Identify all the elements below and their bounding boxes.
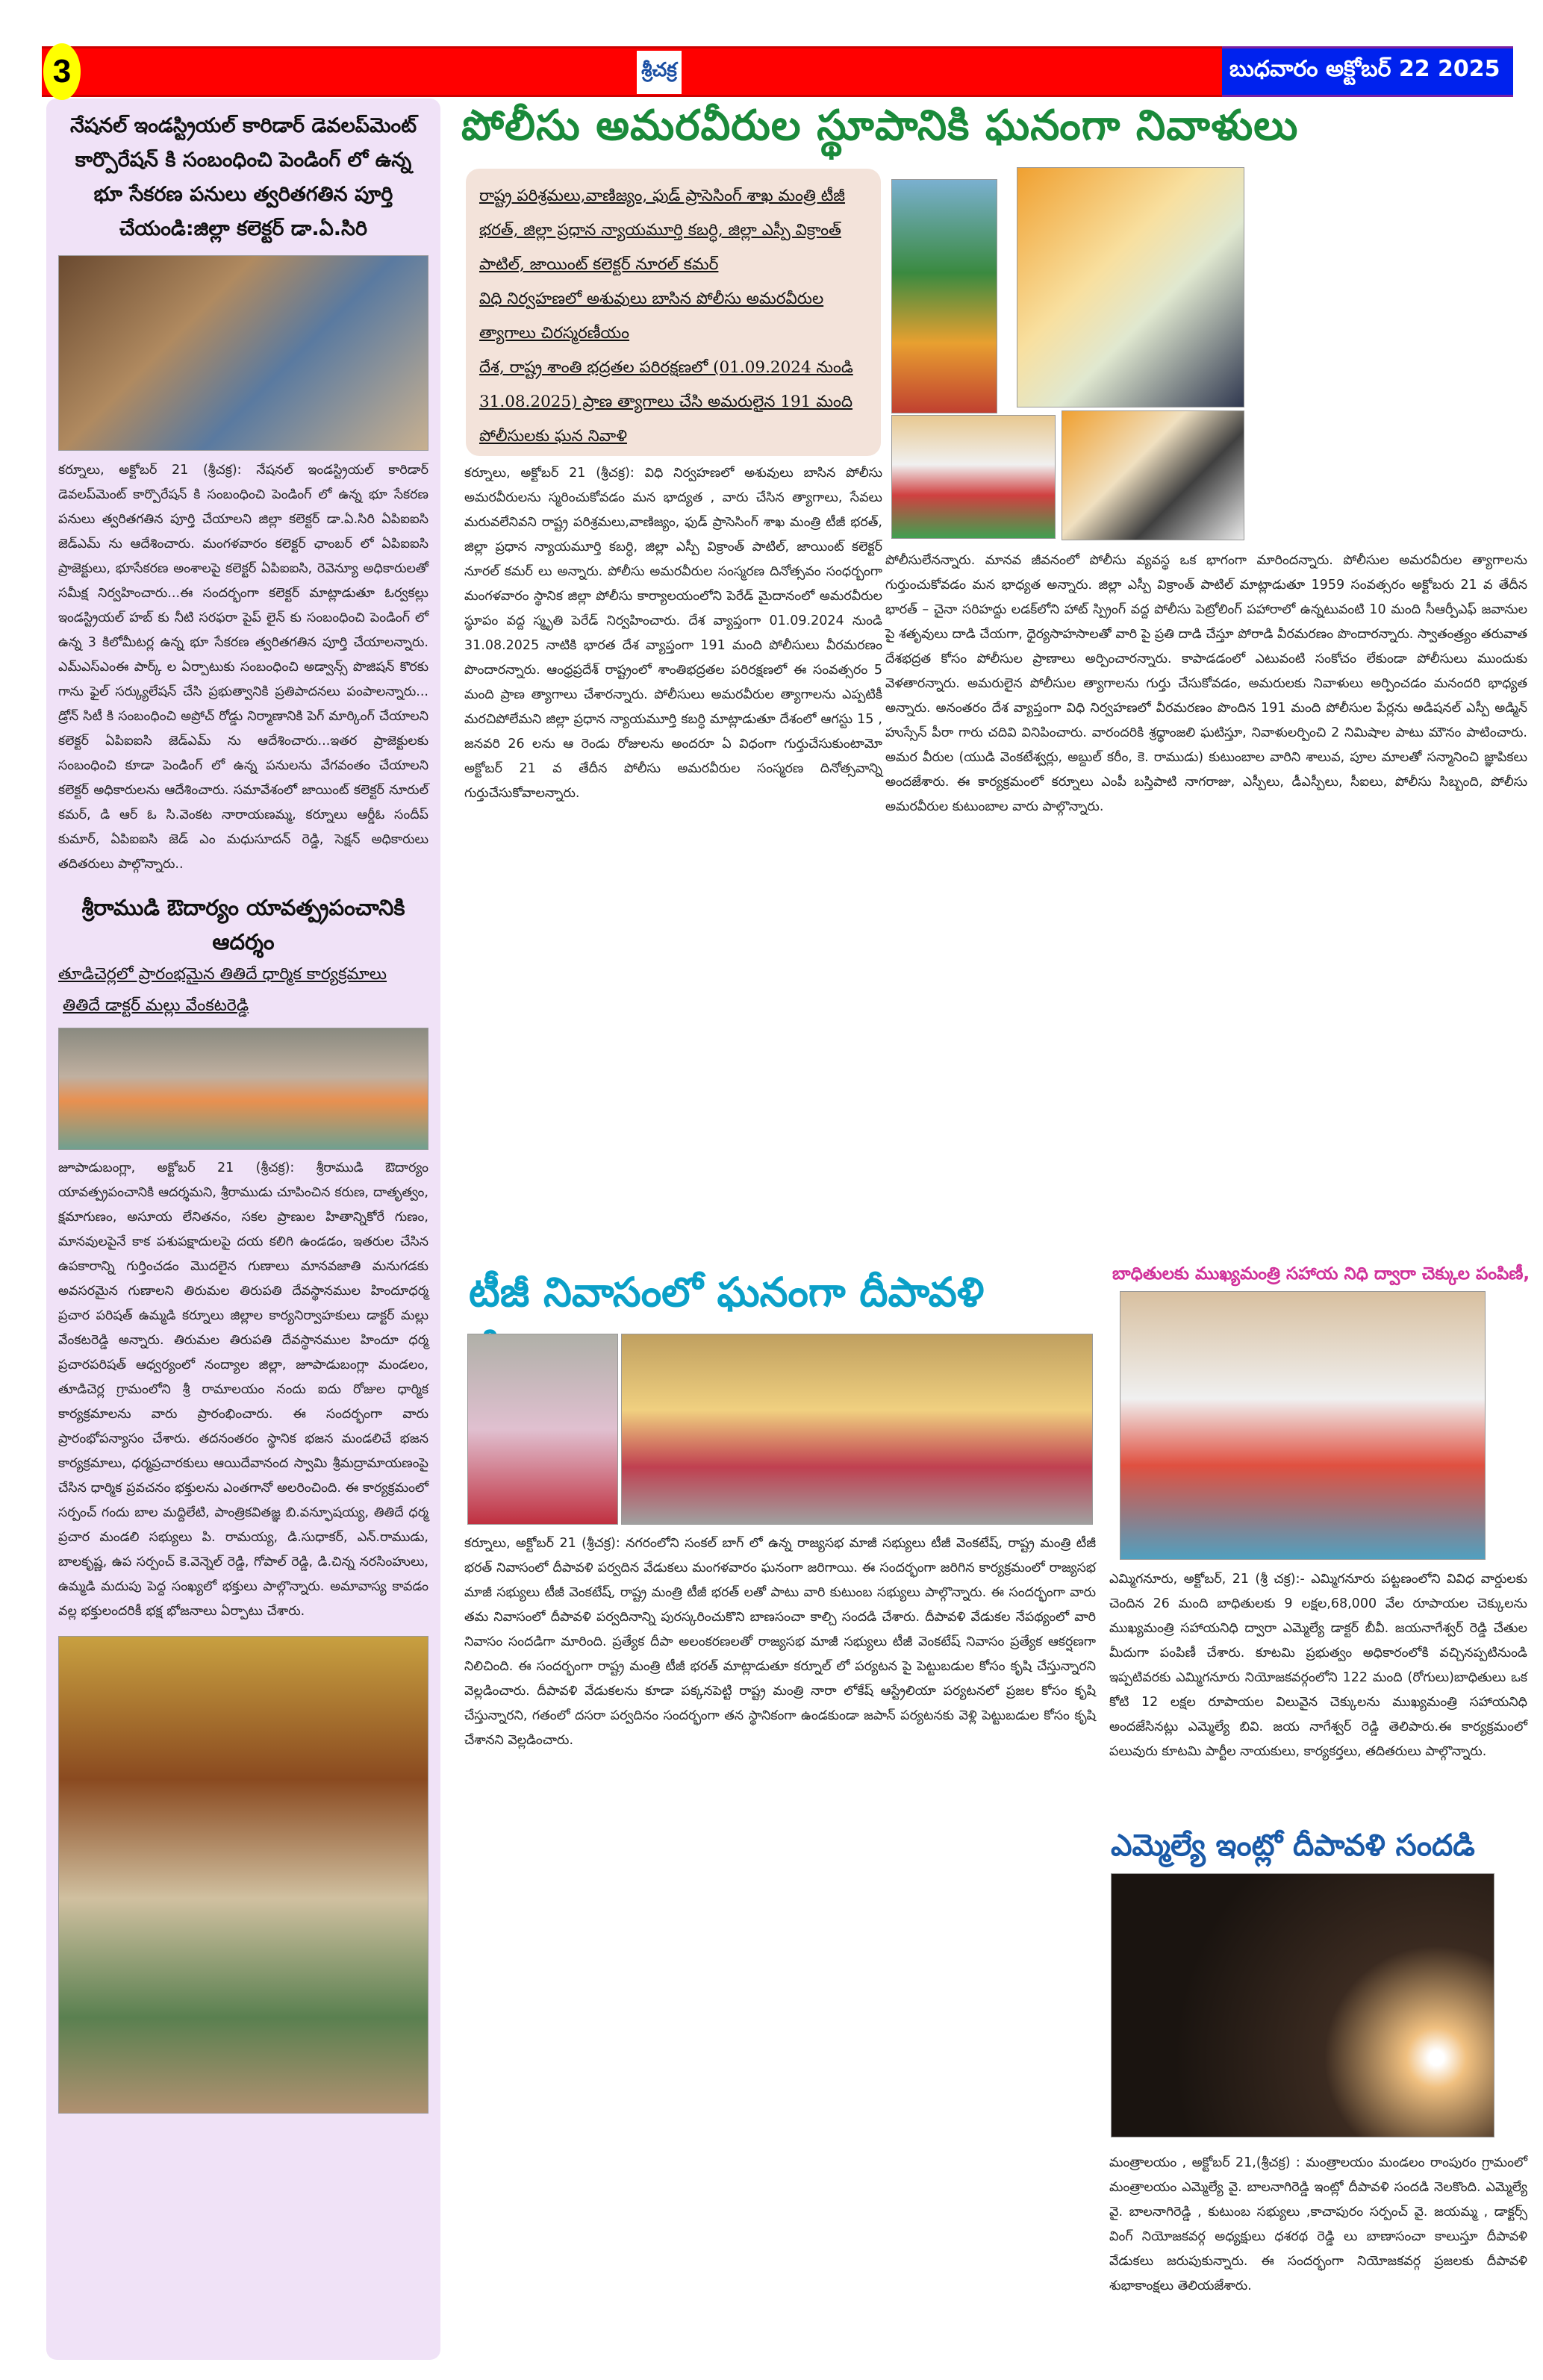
memorial-wreath-photo xyxy=(891,179,997,413)
police-story-body-right: పోలీసులేనన్నారు. మానవ జీవనంలో పోలీసు వ్యవస్థ ఒక భాగంగా మారిందన్నారు. పోలీసుల అమరవీరుల త్యాగాలను గుర్తుంచుకోవడం మన భాధ్యత అన్నారు. జిల్లా ఎస్పీ విక్రాంత్ పాటిల్ మాట్లాడుతూ 1959 సంవత్సరం అక్టోబరు 21 వ తేదీన భారత్ – చైనా సరిహద్దు లడక్‌లోని హాట్ స్ప్రింగ్ వద్ద పోలీసు పెట్రోలింగ్ పహారాలో ఉన్నటువంటి 10 మంది సీఆర్పీఎఫ్ జవానుల పై శతృవులు దాడి చేయగా, ధైర్యసాహసాలతో వారి పై ప్రతి దాడి చేస్తూ పోరాడి వీరమరణం పొందారన్నారు. స్వాతంత్ర్యం తరువాత దేశభద్రత కోసం పోలీసుల ప్రాణాలు అర్పించారన్నారు. కాపాడడంలో ఎటువంటి సంకోచం లేకుండా పోలీసులు ముందుకు వెళతారన్నారు. అమరులైన పోలీసుల త్యాగాలను గుర్తు చేసుకోవడం, అమరులకు నివాళులు అర్పించడం మనందరి భాధ్యత అన్నారు. అనంతరం దేశ వ్యాప్తంగా విధి నిర్వహణలో వీరమరణం పొందిన 191 మంది పోలీసుల పేర్లను అడిషనల్ ఎస్పీ అడ్మిన్ హుస్సేన్ పీరా గారు చదివి వినిపించారు. వారందరికి శ్రధ్ధాంజలి ఘటిస్తూ, నివాళులర్పించి 2 నిమిషాల పాటు మౌనం పాటించారు. అమర వీరుల (యుడి వెంకటేశ్వర్లు, అబ్దుల్ కరీం, కె. రాముడు) కుటుంబాల వారిని శాలువ, పూల మాలతో సన్మానించి జ్ఞాపికలు అందజేశారు. ఈ కార్యక్రమంలో కర్నూలు ఎంపీ బస్తిపాటి నాగరాజు, ఎస్పీలు, డీఎస్పీలు, సీఐలు, పోలీసు సిబ్బంది, పోలీసు అమరవీరుల కుటుంబాల వారు పాల్గొన్నారు. xyxy=(885,553,1527,814)
rama-story-body: జూపాడుబంగ్లా, అక్టోబర్ 21 (శ్రీచక్ర): శ్రీరాముడి ఔదార్యం యావత్ప్రపంచానికి ఆదర్శమని, శ్రీరాముడు చూపించిన కరుణ, దాతృత్వం, క్షమాగుణం, అసూయ లేనితనం, సకల ప్రాణుల హితాన్నికోరే గుణం, మానవులపైనే కాక పశుపక్షాదులపై దయ కలిగి ఉండడం, ఇతరుల చేసిన ఉపకారాన్ని గుర్తించడం మొదలైన గుణాలు మానవజాతి మనుగడకు అవసరమైన గుణాలని తిరుమల తిరుపతి దేవస్థానముల హిందూధర్మ ప్రచార పరిషత్ ఉమ్మడి కర్నూలు జిల్లాల కార్యనిర్వాహకులు డాక్టర్ మల్లు వేంకటరెడ్డి అన్నారు. తిరుమల తిరుపతి దేవస్థానముల హిందూ ధర్మ ప్రచారపరిషత్ ఆధ్వర్యంలో నంద్యాల జిల్లా, జూపాడుబంగ్లా మండలం, తూడిచెర్ల గ్రామంలోని శ్రీ రామాలయం నందు ఐదు రోజుల ధార్మిక కార్యక్రమాలను వారు ప్రారంభించారు. ఈ సందర్భంగా వారు ప్రారంభోపన్యాసం చేశారు. తదనంతరం స్థానిక భజన మండలిచే భజన కార్యక్రమాలు, ధర్మప్రచారకులు ఆయిదేవానంద స్వామి శ్రీమద్రామాయణంపై చేసిన ధార్మిక ప్రవచనం భక్తులను ఎంతగానో అలరించింది. ఈ కార్యక్రమంలో సర్పంచ్ గందు బాల మద్దిలేటి, పాంత్రికవితజ్ఞ బి.వన్ఫూషయ్య, తితిదే ధర్మ ప్రచార మండలి సభ్యులు పి. రామయ్య, డి.సుధాకర్, ఎన్.రాముడు, బాలకృష్ణ, ఉప సర్పంచ్ కె.వెన్నెల్ రెడ్డి, గోపాల్ రెడ్డి, డి.చిన్న నరసింహులు, ఉమ్మడి మదుపు పెద్ద సంఖ్యలో భక్తులు పాల్గొన్నారు. అమావాస్య కావడం వల్ల భక్తులందరికీ భక్ష భోజనాలు ఏర్పాటు చేశారు. xyxy=(58,1161,428,1619)
newspaper-logo: శ్రీచక్ర xyxy=(637,51,682,94)
collector-meeting-photo xyxy=(58,255,428,451)
audience-photo xyxy=(891,415,1056,539)
deck-line: విధి నిర్వహణలో అశువులు బాసిన పోలీసు అమరవీరుల త్యాగాలు చిరస్మరణీయం xyxy=(479,290,824,343)
cm-relief-body: ఎమ్మిగనూరు, అక్టోబర్, 21 (శ్రీ చక్ర):- ఎమ్మిగనూరు పట్టణంలోని వివిధ వార్డులకు చెందిన 26 మంది బాధితులకు 9 లక్షల,68,000 వేల రూపాయల చెక్కులను ముఖ్యమంత్రి సహాయనిధి ద్వారా ఎమ్మెల్యే డాక్టర్ బీవీ. జయనాగేశ్వర్ రెడ్డి చేతుల మీదుగా పంపిణీ చేశారు. కూటమి ప్రభుత్వం అధికారంలోకి వచ్చినప్పటినుండి ఇప్పటివరకు ఎమ్మిగనూరు నియోజకవర్గంలోని 122 మంది (రోగులు)బాధితులు ఒక కోటి 12 లక్షల రూపాయల విలువైన చెక్కులను ముఖ్యమంత్రి సహాయనిధి అందజేసినట్లు ఎమ్మెల్యే బివి. జయ నాగేశ్వర్ రెడ్డి తెలిపారు.ఈ కార్యక్రమంలో పలువురు కూటమి పార్టీల నాయకులు, కార్యకర్తలు, తదితరులు పాల్గొన్నారు. xyxy=(1109,1572,1527,1759)
rama-idol-photo xyxy=(58,1636,428,2114)
police-story-body-mid: కర్నూలు, అక్టోబర్ 21 (శ్రీచక్ర): విధి నిర్వహణలో అశువులు బాసిన పోలీసు అమరవీరులను స్మరించుకోవడం మన భాద్యత , వారు చేసిన త్యాగాలు, సేవలు మరువలేనివని రాష్ట్ర పరిశ్రమలు,వాణిజ్యం, ఫుడ్ ప్రాసెసింగ్ శాఖ మంత్రి టీజీ భరత్, జిల్లా ప్రధాన న్యాయమూర్తి కబర్ధి, జిల్లా ఎస్పీ విక్రాంత్ పాటిల్, జాయింట్ కలెక్టర్ నూరల్ కమర్ లు అన్నారు. పోలీసు అమరవీరుల సంస్మరణ దినోత్సవం సంధర్బంగా మంగళవారం స్థానిక జిల్లా పోలీసు కార్యాలయంలోని పెరేడ్ మైదానంలో అమరవీరుల స్థూపం వద్ద స్మృతి పెరేడ్ నిర్వహించారు. దేశ వ్యాప్తంగా 01.09.2024 నుండి 31.08.2025 నాటికి భారత దేశ వ్యాప్తంగా 191 మంది పోలీసులు వీరమరణం పొందారన్నారు. ఆంధ్రప్రదేశ్ రాష్ట్రంలో శాంతిభద్రతల పరిరక్షణలో ఈ సంవత్సరం 5 మంది ప్రాణ త్యాగాలు చేశారన్నారు. పోలీసులు అమరవీరుల త్యాగాలను ఎప్పటికీ మరచిపోలేమని జిల్లా ప్రధాన న్యాయమూర్తి కబర్ధి మాట్లాడుతూ దేశంలో ఆగస్టు 15 , జనవరి 26 లను ఆ రెండు రోజులను అందరూ ఏ విధంగా గుర్తుచేసుకుంటామో అక్టోబర్ 21 వ తేదీన పోలీసు అమరవీరుల సంస్మరణ దినోత్సవాన్ని గుర్తుచేసుకోవాలన్నారు. xyxy=(464,466,882,801)
deck-line: రాష్ట్ర పరిశ్రమలు,వాణిజ్యం, ఫుడ్ ప్రాసెసింగ్ శాఖ మంత్రి టీజీ భరత్, జిల్లా ప్రధాన న్యాయమూర్తి కబర్ధి, జిల్లా ఎస్పీ విక్రాంత్ పాటిల్, జాయింట్ కలెక్టర్ నూరల్ కమర్ xyxy=(479,187,846,274)
collector-story-headline: నేషనల్ ఇండస్ట్రియల్ కారిడార్ డెవలప్‌మెంట్ కార్పొరేషన్ కి సంబంధించి పెండింగ్ లో ఉన్న భూ సేకరణ పనులు త్వరితగతిన పూర్తి చేయండి:జిల్లా కలెక్టర్ డా.ఏ.సిరి xyxy=(69,114,417,240)
left-column xyxy=(46,99,440,2360)
issue-date: బుధవారం అక్టోబర్ 22 2025 xyxy=(1222,46,1513,97)
diwali-story-headline: టీజీ నివాసంలో ఘనంగా దీపావళి xyxy=(469,1269,985,1316)
collector-story-body: కర్నూలు, అక్టోబర్ 21 (శ్రీచక్ర): నేషనల్ ఇండస్ట్రియల్ కారిడార్ డెవలప్‌మెంట్ కార్పొరేషన్ కి సంబంధించి పెండింగ్ లో ఉన్న భూ సేకరణ పనులు త్వరితగతిన పూర్తి చేయాలని జిల్లా కలెక్టర్ డా.ఏ.సిరి ఏపిఐఐసి జెడ్‌ఎమ్ ను ఆదేశించారు. మంగళవారం కలెక్టర్ ఛాంబర్ లో ఏపిఐఐసి ప్రాజెక్టులు, భూసేకరణ అంశాలపై కలెక్టర్ ఏపిఐఐసి, రెవెన్యూ అధికారులతో సమీక్ష నిర్వహించారు...ఈ సందర్భంగా కలెక్టర్ మాట్లాడుతూ ఓర్వకల్లు ఇండస్ట్రియల్ హబ్ కు నీటి సరఫరా పైప్ లైన్ కు సంబంధించి పెండింగ్ లో ఉన్న 3 కిలోమీటర్ల ఉన్న భూ సేకరణ త్వరితగతిన పూర్తి చేయాలన్నారు. ఎమ్ఎస్ఎంఈ పార్క్ ల ఏర్పాటుకు సంబంధించి అడ్వాన్స్ పొజిషన్ కొరకు గాను ఫైల్ సర్క్యులేషన్ చేసి ప్రభుత్వానికి ప్రతిపాదనలు పంపాలన్నారు... డ్రోన్ సిటీ కి సంబంధించి అప్రోచ్ రోడ్డు నిర్మాణానికి పెగ్ మార్కింగ్ చేయాలని కలెక్టర్ ఏపిఐఐసి జెడ్ఎమ్ ను ఆదేశించారు...ఇతర ప్రాజెక్టులకు సంబంధించి కూడా పెండింగ్ లో ఉన్న పనులను వేగవంతం చేయాలని కలెక్టర్ అధికారులను ఆదేశించారు. సమావేశంలో జాయింట్ కలెక్టర్ నూరుల్ కమర్, డి ఆర్ ఓ సి.వెంకట నారాయణమ్మ, కర్నూలు ఆర్డీఓ సందీప్ కుమార్, ఏపిఐఐసి జెడ్ ఎం మధుసూదన్ రెడ్డి, సెక్షన్ అధికారులు తదితరులు పాల్గొన్నారు.. xyxy=(58,463,428,872)
mla-diwali-headline: ఎమ్మెల్యే ఇంట్లో దీపావళి సందడి xyxy=(1111,1828,1475,1863)
family-felicitation-photo xyxy=(1062,410,1244,540)
temple-program-photo xyxy=(58,1028,428,1150)
tg-shrine-photo xyxy=(621,1334,1093,1525)
rama-story-subhead: తూడిచెర్లలో ప్రారంభమైన తితిదే ధార్మిక కార్యక్రమాలు xyxy=(58,965,387,984)
mla-diwali-body: మంత్రాలయం , అక్టోబర్ 21,(శ్రీచక్ర) : మంత్రాలయం మండలం రాంపురం గ్రామంలో మంత్రాలయం ఎమ్మెల్యే వై. బాలనాగిరెడ్డి ఇంట్లో దీపావళి సందడి నెలకొంది. ఎమ్మెల్యే వై. బాలనాగిరెడ్డి , కుటుంబ సభ్యులు ,కాచాపురం సర్పంచ్ వై. జయమ్మ , డాక్టర్స్ వింగ్ నియోజకవర్గ అధ్యక్షులు ధశరథ రెడ్డి లు బాణాసంచా కాలుస్తూ దీపావళి వేడుకలు జరుపుకున్నారు. ఈ సందర్భంగా నియోజకవర్గ ప్రజలకు దీపావళి శుభాకాంక్షలు తెలియజేశారు. xyxy=(1109,2155,1527,2293)
deck-line: దేశ, రాష్ట్ర శాంతి భద్రతల పరిరక్షణలో (01.09.2024 నుండి 31.08.2025) ప్రాణ త్యాగాలు చేసి అమరులైన 191 మంది పోలీసులకు ఘన నివాళి xyxy=(479,358,853,446)
rama-story-byline: తితిదే డాక్టర్ మల్లు వేంకటరెడ్డి xyxy=(63,996,249,1015)
night-fireworks-photo xyxy=(1111,1873,1494,2137)
cm-relief-headline: బాధితులకు ముఖ్యమంత్రి సహాయ నిధి ద్వారా చెక్కుల పంపిణీ, xyxy=(1112,1264,1530,1284)
police-story-deck xyxy=(466,169,881,456)
cheque-distribution-photo xyxy=(1120,1291,1486,1560)
rama-story-headline: శ్రీరాముడి ఔదార్యం యావత్ప్రపంచానికి ఆదర్శం xyxy=(81,895,405,955)
tg-family-photo xyxy=(467,1334,618,1525)
police-story-headline: పోలీసు అమరవీరుల స్థూపానికి ఘనంగా నివాళులు xyxy=(461,101,1299,150)
page-number-badge: 3 xyxy=(43,43,81,100)
minister-speech-photo xyxy=(1017,167,1244,407)
diwali-story-body: కర్నూలు, అక్టోబర్ 21 (శ్రీచక్ర): నగరంలోని సంకల్ బాగ్ లో ఉన్న రాజ్యసభ మాజీ సభ్యులు టీజీ వెంకటేష్, రాష్ట్ర మంత్రి టీజీ భరత్ నివాసంలో దీపావళి పర్వదిన వేడుకలు మంగళవారం ఘనంగా జరిగాయి. ఈ సందర్భంగా జరిగిన కార్యక్రమంలో రాజ్యసభ మాజీ సభ్యులు టీజీ వెంకటేష్, రాష్ట్ర మంత్రి టీజీ భరత్ లతో పాటు వారి కుటుంబ సభ్యులు పాల్గొన్నారు. ఈ సందర్భంగా వారు తమ నివాసంలో దీపావళి పర్వదినాన్ని పురస్కరించుకొని బాణసంచా కాల్చి సందడి చేశారు. దీపావళి వేడుకల నేపథ్యంలో వారి నివాసం సందడిగా మారింది. ప్రత్యేక దీపా అలంకరణలతో రాజ్యసభ మాజీ సభ్యులు టీజీ వెంకటేష్ నివాసం ప్రత్యేక ఆకర్షణగా నిలిచింది. ఈ సందర్భంగా రాష్ట్ర మంత్రి టీజీ భరత్ మాట్లాడుతూ కర్నూల్ లో పర్యటన పై పెట్టుబడుల కోసం కృషి చేస్తున్నారని వెల్లడించారు. దీపావళి వేడుకలను కూడా పక్కనపెట్టి రాష్ట్ర మంత్రి నారా లోకేష్ ఆస్ట్రేలియా పర్యటనలో ప్రజల కోసం కృషి చేస్తున్నారని, గతంలో దసరా పర్వదినం సందర్భంగా తన స్థానికంగా ఉండకుండా జపాన్ పర్యటనకు వెళ్లి పెట్టుబడుల కోసం కృషి చేశానని వెల్లడించారు. xyxy=(464,1536,1096,1748)
